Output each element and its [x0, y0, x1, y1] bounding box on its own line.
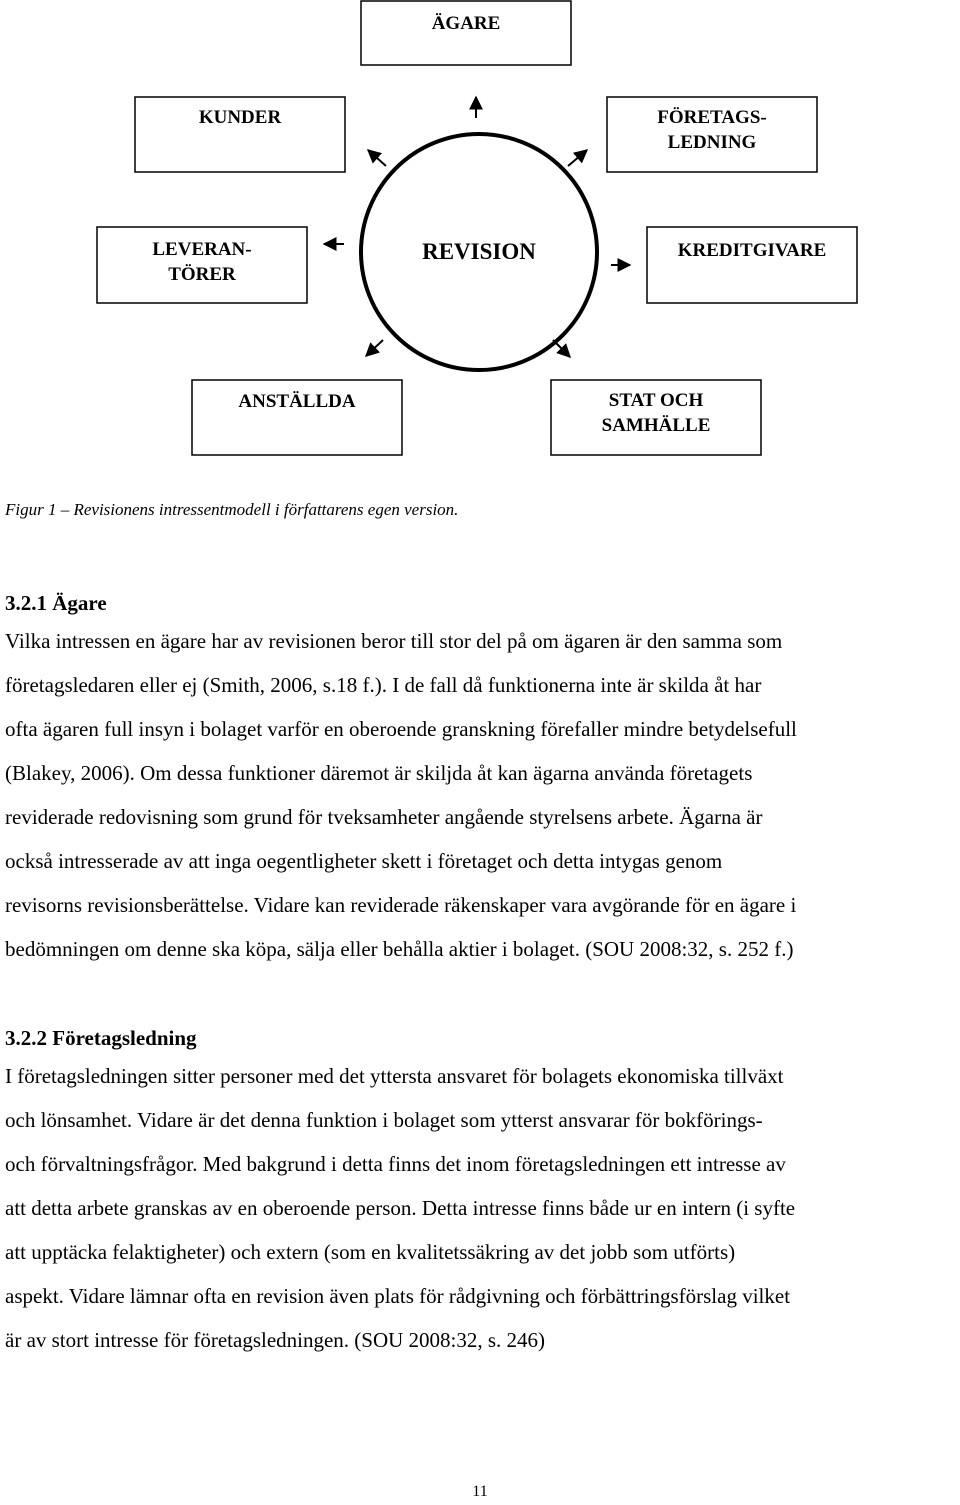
node-leverantorer-label-1: LEVERAN- [152, 239, 252, 260]
node-stat-label-1: STAT OCH [608, 390, 704, 411]
paragraph-line: revisorns revisionsberättelse. Vidare kan reviderade räkenskaper vara avgörande för en ägare i [5, 893, 797, 917]
node-agare-label: ÄGARE [431, 13, 501, 34]
center-revision-label: REVISION [422, 239, 536, 264]
paragraph-line: Vilka intressen en ägare har av revisionen beror till stor del på om ägaren är den samma som [5, 629, 783, 653]
section-foretagsledning-heading: 3.2.2 Företagsledning [5, 1026, 197, 1050]
node-kreditgivare-label: KREDITGIVARE [677, 240, 827, 261]
stakeholder-diagram [0, 0, 960, 480]
section-agare-heading: 3.2.1 Ägare [5, 591, 107, 615]
node-foretagsledning-label-1: FÖRETAGS- [657, 107, 767, 128]
node-kunder [135, 97, 345, 172]
node-agare [361, 1, 571, 65]
node-leverantorer [97, 227, 307, 303]
paragraph-line: företagsledaren eller ej (Smith, 2006, s.18 f.). I de fall då funktionerna inte är skilda åt har [5, 673, 762, 697]
arrow-to-foretagsledning [568, 150, 587, 166]
node-anstallda-label: ANSTÄLLDA [238, 391, 356, 412]
node-leverantorer-label-2: TÖRER [168, 264, 236, 285]
node-foretagsledning [607, 97, 817, 172]
paragraph-line: att detta arbete granskas av en oberoende person. Detta intresse finns både ur en intern (i syfte [5, 1196, 796, 1220]
figure-caption: Figur 1 – Revisionens intressentmodell i författarens egen version. [5, 500, 459, 519]
section-agare [5, 589, 955, 971]
paragraph-line: ofta ägaren full insyn i bolaget varför en oberoende granskning förefaller mindre betydelsefull [5, 717, 797, 741]
paragraph-line: I företagsledningen sitter personer med det yttersta ansvaret för bolagets ekonomiska tillväxt [5, 1064, 784, 1088]
section-foretagsledning [5, 1024, 955, 1362]
node-stat-label-2: SAMHÄLLE [601, 415, 711, 436]
node-foretagsledning-label-2: LEDNING [667, 132, 757, 153]
paragraph-line: aspekt. Vidare lämnar ofta en revision även plats för rådgivning och förbättringsförslag vilket [5, 1284, 791, 1308]
node-kreditgivare [647, 227, 857, 303]
paragraph-line: bedömningen om denne ska köpa, sälja eller behålla aktier i bolaget. (SOU 2008:32, s. 252 f.) [5, 937, 794, 961]
arrow-to-kunder [368, 150, 386, 166]
center-revision [361, 134, 597, 370]
paragraph-line: reviderade redovisning som grund för tveksamheter angående styrelsens arbete. Ägarna är [5, 805, 763, 829]
arrow-to-stat [553, 340, 570, 357]
node-stat [551, 380, 761, 455]
paragraph-line: och lönsamhet. Vidare är det denna funktion i bolaget som ytterst ansvarar för bokförings- [5, 1108, 763, 1132]
page-number: 11 [472, 1483, 488, 1500]
arrow-to-anstallda [366, 340, 383, 356]
paragraph-line: är av stort intresse för företagsledningen. (SOU 2008:32, s. 246) [5, 1328, 546, 1352]
paragraph-line: (Blakey, 2006). Om dessa funktioner däremot är skiljda åt kan ägarna använda företagets [5, 761, 753, 785]
paragraph-line: och förvaltningsfrågor. Med bakgrund i detta finns det inom företagsledningen ett intresse av [5, 1152, 786, 1176]
node-kunder-label: KUNDER [198, 107, 282, 128]
paragraph-line: att upptäcka felaktigheter) och extern (som en kvalitetssäkring av det jobb som utförts) [5, 1240, 736, 1264]
node-anstallda [192, 380, 402, 455]
paragraph-line: också intresserade av att inga oegentligheter skett i företaget och detta intygas genom [5, 849, 723, 873]
